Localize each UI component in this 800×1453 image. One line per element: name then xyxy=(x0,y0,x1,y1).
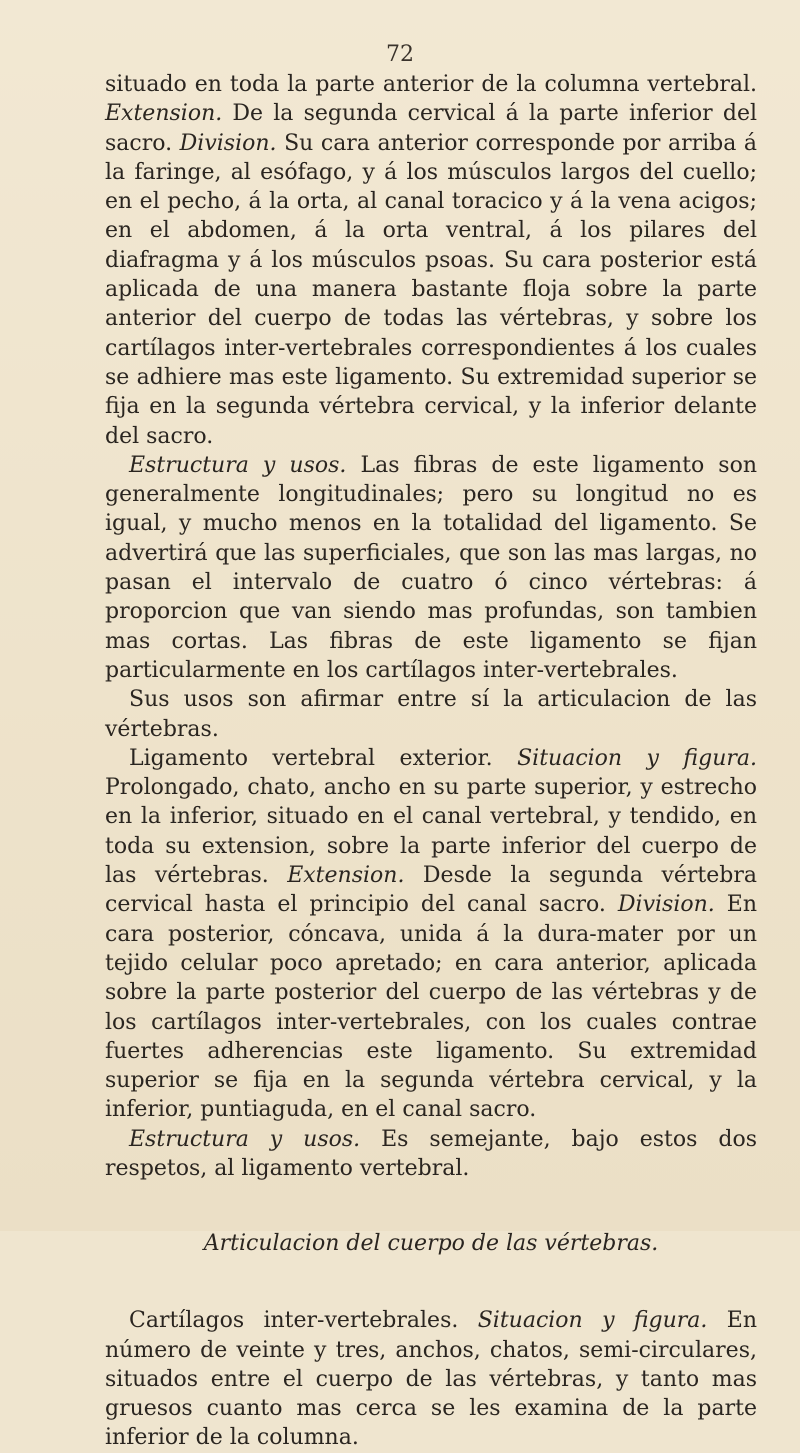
text-run: Desde la segunda vértebra cervical hasta el principio del canal sacro. xyxy=(105,863,757,918)
italic-run: Division. xyxy=(617,892,715,918)
text-run: Prolongado, chato, ancho en su parte superior, y estrecho en la inferior, situado en el canal vertebral, y tendido, en toda su extension, sobre la parte inferior del cuerpo de las vértebras. xyxy=(105,775,757,889)
text-run: En cara posterior, cóncava, unida á la dura-mater por un tejido celular poco apretado; en cara anterior, aplicada sobre la parte posterior del cuerpo de las vértebras y de los cartílagos inter-vertebrales, con los cuales contrae fuertes adherencias este ligamento. Su extremidad superior se fija en la segunda vértebra cervical, y la inferior, puntiaguda, en el canal sacro. xyxy=(105,892,757,1123)
section-heading: Articulacion del cuerpo de las vértebras. xyxy=(203,1231,659,1257)
paragraph-structure-2 xyxy=(105,1125,757,1184)
body-text xyxy=(105,70,757,1453)
italic-run: Extension. xyxy=(105,101,223,127)
paragraph-anterior-ligament xyxy=(105,70,757,451)
text-run: De la segunda cervical á la parte inferior del sacro. xyxy=(105,101,757,156)
paragraph-exterior-ligament xyxy=(105,744,757,1125)
text-run: Ligamento vertebral exterior. xyxy=(129,745,518,771)
italic-run: Estructura y usos. xyxy=(129,1126,361,1152)
text-run: Cartílagos inter-vertebrales. xyxy=(129,1308,478,1334)
text-run: Las fibras de este ligamento son generalmente longitudinales; pero su longitud no es igual, y mucho menos en la totalidad del ligamento. Se advertirá que las superficiales, que son las mas largas, no pasan el intervalo de cuatro ó cinco vértebras: á proporcion que van siendo mas profundas, son tambien mas cortas. Las fibras de este ligamento se fijan particularmente en los cartílagos inter-vertebrales. xyxy=(105,452,757,683)
page-number: 72 xyxy=(386,42,414,67)
italic-run: Situacion y figura. xyxy=(517,745,757,771)
paragraph-structure xyxy=(105,451,757,685)
italic-run: Estructura y usos. xyxy=(129,452,347,478)
text-run: Sus usos son afirmar entre sí la articulacion de las vértebras. xyxy=(105,687,757,742)
text-run: En número de veinte y tres, anchos, chatos, semi-circulares, situados entre el cuerpo de las vértebras, y tanto mas gruesos cuanto mas cerca se les examina de la parte inferior de la columna. xyxy=(105,1308,757,1451)
italic-run: Division. xyxy=(179,130,277,156)
paragraph-cartilages xyxy=(105,1306,757,1452)
italic-run: Situacion y figura. xyxy=(477,1308,708,1334)
text-run: Su cara anterior corresponde por arriba á la faringe, al esófago, y á los músculos largos del cuello; en el pecho, á la orta, al canal toracico y á la vena acigos; en el abdomen, á la orta ventral, á los pilares del diafragma y á los músculos psoas. Su cara posterior está aplicada de una manera bastante floja sobre la parte anterior del cuerpo de todas las vértebras, y sobre los cartílagos inter-vertebrales correspondientes á los cuales se adhiere mas este ligamento. Su extremidad superior se fija en la segunda vértebra cervical, y la inferior delante del sacro. xyxy=(105,130,758,449)
paragraph-uses xyxy=(105,685,757,744)
italic-run: Extension. xyxy=(287,863,405,889)
text-run: situado en toda la parte anterior de la columna vertebral. xyxy=(105,72,757,97)
text-run: Es semejante, bajo estos dos respetos, al ligamento vertebral. xyxy=(105,1126,757,1181)
